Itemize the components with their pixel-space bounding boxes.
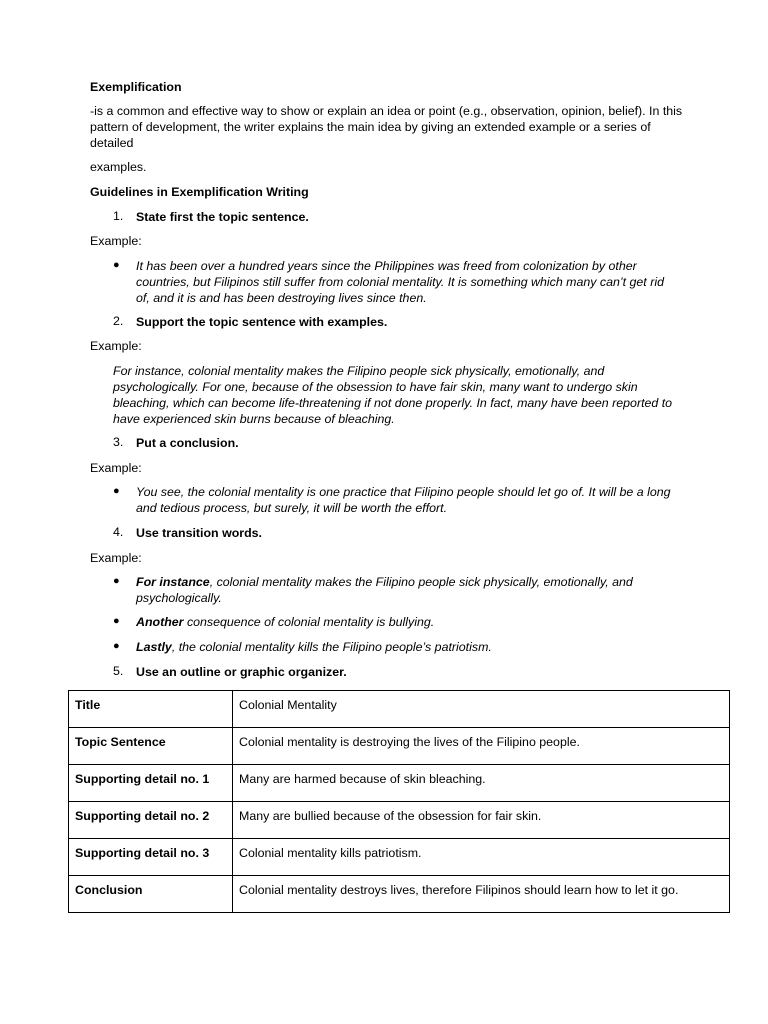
doc-heading: Exemplification (90, 80, 182, 94)
transition-rest: consequence of colonial mentality is bullying. (183, 615, 435, 629)
example-conclusion: You see, the colonial mentality is one practice that Filipino people should let go of. It will be a long and tedious process, but surely, it will be worth the effort. (136, 485, 671, 515)
row-label: Supporting detail no. 2 (69, 802, 233, 839)
transition-example (136, 574, 676, 606)
transition-rest: , the colonial mentality kills the Filipino people’s patriotism. (171, 640, 492, 654)
table-row (69, 876, 730, 913)
example-label: Example: (90, 339, 142, 353)
step-number: 2. (113, 314, 124, 328)
step-text: Support the topic sentence with examples. (136, 315, 388, 329)
row-label: Supporting detail no. 1 (69, 765, 233, 802)
row-label: Supporting detail no. 3 (69, 839, 233, 876)
step-number: 4. (113, 525, 124, 539)
row-value: Colonial mentality kills patriotism. (233, 839, 730, 876)
definition-continuation: examples. (90, 160, 147, 174)
step-number: 1. (113, 209, 124, 223)
example-label: Example: (90, 234, 142, 248)
transition-example (136, 614, 676, 630)
outline-table (68, 690, 730, 913)
transition-word: Another (136, 615, 184, 629)
bullet-icon: ● (113, 640, 120, 652)
table-row (69, 765, 730, 802)
row-label: Conclusion (69, 876, 233, 913)
row-value: Colonial mentality is destroying the lives of the Filipino people. (233, 728, 730, 765)
row-label: Topic Sentence (69, 728, 233, 765)
table-row (69, 839, 730, 876)
row-value: Many are harmed because of skin bleaching. (233, 765, 730, 802)
transition-example (136, 639, 676, 655)
definition-paragraph: -is a common and effective way to show or explain an idea or point (e.g., observation, opinion, belief). In this pattern of development, the writer explains the main idea by giving an extended example or a series of detailed (90, 104, 683, 150)
bullet-icon: ● (113, 485, 120, 497)
bullet-icon: ● (113, 615, 120, 627)
example-label: Example: (90, 551, 142, 565)
row-value: Colonial Mentality (233, 691, 730, 728)
row-value: Many are bullied because of the obsession for fair skin. (233, 802, 730, 839)
transition-word: Lastly (136, 640, 172, 654)
step-number: 3. (113, 435, 124, 449)
row-value: Colonial mentality destroys lives, therefore Filipinos should learn how to let it go. (233, 876, 730, 913)
table-row (69, 728, 730, 765)
step-text: State first the topic sentence. (136, 210, 309, 224)
example-label: Example: (90, 461, 142, 475)
example-topic-sentence: It has been over a hundred years since the Philippines was freed from colonization by other countries, but Filipinos still suffer from colonial mentality. It is something which many can’t get rid of, and it is and has been destroying lives since then. (136, 259, 664, 305)
transition-rest: , colonial mentality makes the Filipino people sick physically, emotionally, and psychologically. (136, 575, 633, 605)
transition-word: For instance (136, 575, 210, 589)
step-text: Use transition words. (136, 526, 262, 540)
bullet-icon: ● (113, 259, 120, 271)
example-supporting-paragraph: For instance, colonial mentality makes the Filipino people sick physically, emotionally, and psychologically. For one, because of the obsession to have fair skin, many want to undergo skin bleaching, which can become life-threatening if not done properly. In fact, many have been reported to have experienced skin burns because of bleaching. (113, 364, 673, 426)
bullet-icon: ● (113, 575, 120, 587)
table-row (69, 691, 730, 728)
guidelines-heading: Guidelines in Exemplification Writing (90, 185, 309, 199)
row-label: Title (69, 691, 233, 728)
table-row (69, 802, 730, 839)
step-text: Use an outline or graphic organizer. (136, 665, 347, 679)
step-number: 5. (113, 664, 124, 678)
step-text: Put a conclusion. (136, 436, 239, 450)
